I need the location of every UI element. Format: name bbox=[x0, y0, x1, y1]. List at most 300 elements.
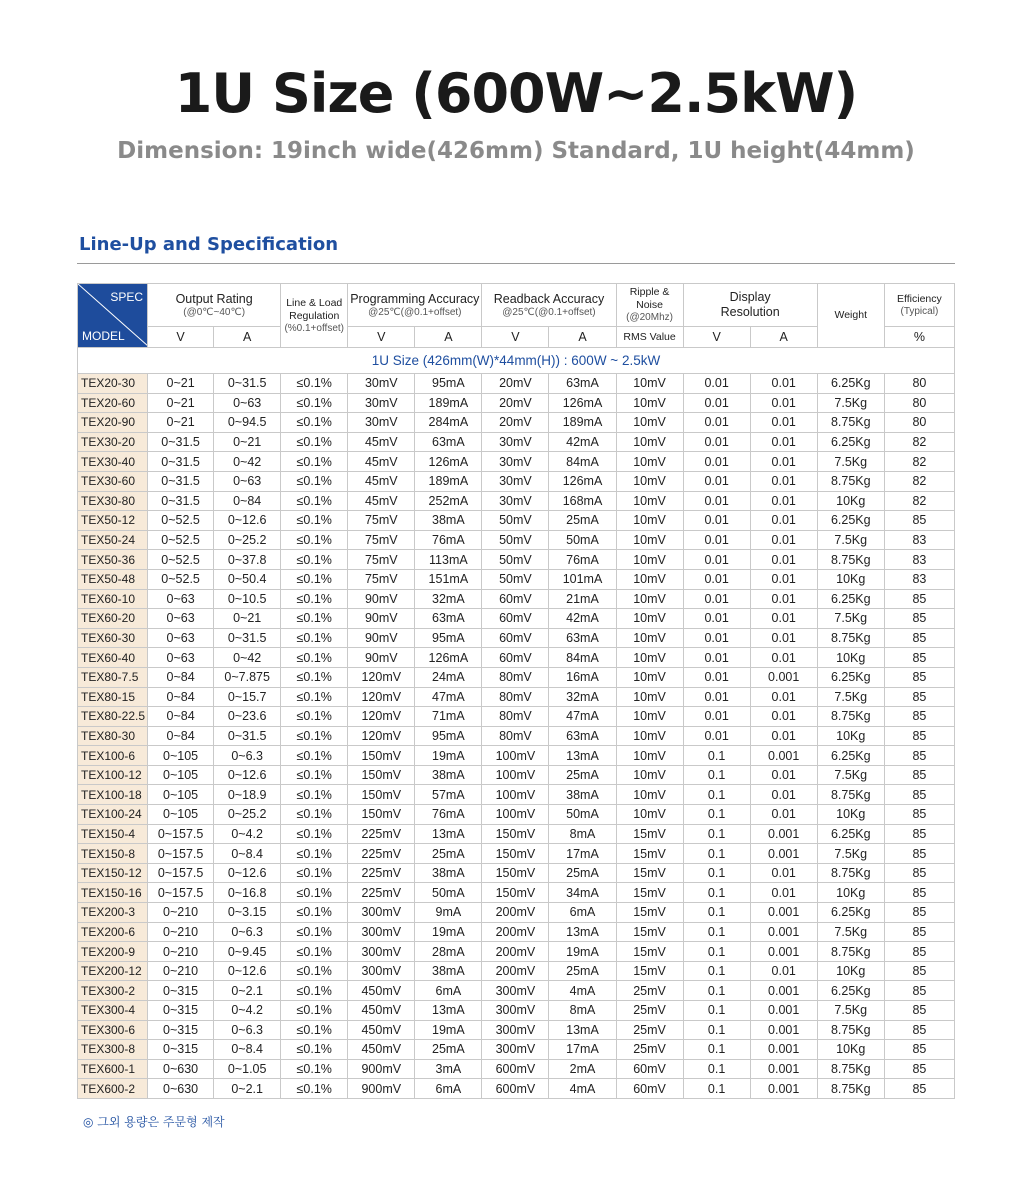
cell-efficiency: 85 bbox=[884, 942, 954, 962]
cell-prog-a: 38mA bbox=[415, 863, 482, 883]
cell-output-a: 0~15.7 bbox=[214, 687, 281, 707]
cell-efficiency: 83 bbox=[884, 569, 954, 589]
cell-read-a: 34mA bbox=[549, 883, 616, 903]
cell-prog-a: 38mA bbox=[415, 961, 482, 981]
cell-prog-a: 38mA bbox=[415, 765, 482, 785]
table-row bbox=[78, 511, 955, 531]
table-row bbox=[78, 1059, 955, 1079]
cell-regulation: ≤0.1% bbox=[281, 471, 348, 491]
cell-efficiency: 85 bbox=[884, 765, 954, 785]
cell-model: TEX150-12 bbox=[78, 863, 148, 883]
cell-read-v: 300mV bbox=[482, 1040, 549, 1060]
cell-display-v: 0.01 bbox=[683, 432, 750, 452]
cell-weight: 8.75Kg bbox=[817, 942, 884, 962]
cell-efficiency: 85 bbox=[884, 667, 954, 687]
cell-prog-v: 75mV bbox=[348, 530, 415, 550]
table-row bbox=[78, 374, 955, 394]
cell-regulation: ≤0.1% bbox=[281, 942, 348, 962]
cell-efficiency: 85 bbox=[884, 687, 954, 707]
cell-read-a: 25mA bbox=[549, 765, 616, 785]
cell-weight: 7.5Kg bbox=[817, 609, 884, 629]
cell-weight: 7.5Kg bbox=[817, 452, 884, 472]
cell-prog-v: 150mV bbox=[348, 805, 415, 825]
cell-efficiency: 85 bbox=[884, 746, 954, 766]
cell-ripple: 10mV bbox=[616, 393, 683, 413]
cell-ripple: 15mV bbox=[616, 863, 683, 883]
cell-display-a: 0.001 bbox=[750, 1020, 817, 1040]
cell-output-v: 0~315 bbox=[148, 1001, 214, 1021]
cell-regulation: ≤0.1% bbox=[281, 746, 348, 766]
cell-weight: 10Kg bbox=[817, 805, 884, 825]
cell-read-v: 30mV bbox=[482, 432, 549, 452]
cell-weight: 8.75Kg bbox=[817, 863, 884, 883]
unit-read-a: A bbox=[549, 327, 616, 348]
cell-display-v: 0.1 bbox=[683, 1079, 750, 1099]
cell-prog-v: 450mV bbox=[348, 1040, 415, 1060]
cell-prog-a: 25mA bbox=[415, 844, 482, 864]
cell-read-v: 60mV bbox=[482, 628, 549, 648]
cell-regulation: ≤0.1% bbox=[281, 393, 348, 413]
cell-prog-v: 90mV bbox=[348, 648, 415, 668]
cell-output-a: 0~31.5 bbox=[214, 726, 281, 746]
header-ripple-sub: (@20Mhz) bbox=[626, 312, 673, 323]
cell-weight: 10Kg bbox=[817, 883, 884, 903]
cell-model: TEX200-9 bbox=[78, 942, 148, 962]
cell-ripple: 15mV bbox=[616, 844, 683, 864]
cell-prog-a: 63mA bbox=[415, 609, 482, 629]
cell-output-v: 0~84 bbox=[148, 726, 214, 746]
cell-output-v: 0~315 bbox=[148, 981, 214, 1001]
cell-model: TEX100-12 bbox=[78, 765, 148, 785]
cell-output-v: 0~21 bbox=[148, 374, 214, 394]
table-row bbox=[78, 413, 955, 433]
cell-prog-v: 150mV bbox=[348, 765, 415, 785]
table-row bbox=[78, 785, 955, 805]
cell-display-a: 0.01 bbox=[750, 805, 817, 825]
cell-ripple: 10mV bbox=[616, 687, 683, 707]
cell-read-v: 100mV bbox=[482, 765, 549, 785]
cell-efficiency: 85 bbox=[884, 1001, 954, 1021]
cell-output-v: 0~52.5 bbox=[148, 530, 214, 550]
cell-ripple: 10mV bbox=[616, 785, 683, 805]
cell-model: TEX30-40 bbox=[78, 452, 148, 472]
cell-display-a: 0.001 bbox=[750, 824, 817, 844]
cell-ripple: 10mV bbox=[616, 491, 683, 511]
section-title: Line-Up and Specification bbox=[79, 234, 339, 255]
cell-output-a: 0~12.6 bbox=[214, 863, 281, 883]
cell-prog-v: 90mV bbox=[348, 609, 415, 629]
header-read-acc-label: Readback Accuracy bbox=[493, 291, 605, 306]
cell-output-v: 0~63 bbox=[148, 628, 214, 648]
cell-read-a: 38mA bbox=[549, 785, 616, 805]
cell-display-v: 0.01 bbox=[683, 550, 750, 570]
header-ripple-noise bbox=[616, 284, 683, 327]
cell-display-a: 0.01 bbox=[750, 530, 817, 550]
cell-output-a: 0~12.6 bbox=[214, 511, 281, 531]
cell-prog-v: 30mV bbox=[348, 374, 415, 394]
header-efficiency-sub: (Typical) bbox=[900, 305, 939, 317]
cell-read-a: 4mA bbox=[549, 1079, 616, 1099]
cell-weight: 8.75Kg bbox=[817, 1059, 884, 1079]
cell-prog-a: 95mA bbox=[415, 726, 482, 746]
cell-read-v: 200mV bbox=[482, 903, 549, 923]
cell-display-v: 0.01 bbox=[683, 687, 750, 707]
cell-output-v: 0~210 bbox=[148, 961, 214, 981]
cell-efficiency: 80 bbox=[884, 393, 954, 413]
cell-output-a: 0~42 bbox=[214, 452, 281, 472]
cell-prog-v: 30mV bbox=[348, 393, 415, 413]
cell-ripple: 25mV bbox=[616, 981, 683, 1001]
cell-output-v: 0~105 bbox=[148, 746, 214, 766]
cell-model: TEX50-24 bbox=[78, 530, 148, 550]
cell-output-a: 0~16.8 bbox=[214, 883, 281, 903]
cell-efficiency: 85 bbox=[884, 609, 954, 629]
cell-prog-v: 120mV bbox=[348, 726, 415, 746]
header-readback-accuracy bbox=[482, 284, 616, 327]
cell-output-v: 0~157.5 bbox=[148, 883, 214, 903]
table-row bbox=[78, 393, 955, 413]
cell-read-a: 8mA bbox=[549, 824, 616, 844]
cell-model: TEX60-20 bbox=[78, 609, 148, 629]
cell-output-a: 0~3.15 bbox=[214, 903, 281, 923]
cell-weight: 10Kg bbox=[817, 961, 884, 981]
cell-prog-a: 189mA bbox=[415, 393, 482, 413]
cell-efficiency: 85 bbox=[884, 628, 954, 648]
cell-regulation: ≤0.1% bbox=[281, 452, 348, 472]
cell-display-v: 0.01 bbox=[683, 413, 750, 433]
cell-output-a: 0~2.1 bbox=[214, 1079, 281, 1099]
cell-regulation: ≤0.1% bbox=[281, 785, 348, 805]
cell-display-v: 0.01 bbox=[683, 648, 750, 668]
cell-read-a: 168mA bbox=[549, 491, 616, 511]
cell-display-a: 0.01 bbox=[750, 452, 817, 472]
cell-weight: 10Kg bbox=[817, 1040, 884, 1060]
cell-ripple: 10mV bbox=[616, 452, 683, 472]
cell-display-a: 0.001 bbox=[750, 1001, 817, 1021]
cell-read-a: 42mA bbox=[549, 432, 616, 452]
cell-output-v: 0~157.5 bbox=[148, 844, 214, 864]
cell-prog-a: 71mA bbox=[415, 707, 482, 727]
cell-prog-v: 75mV bbox=[348, 550, 415, 570]
cell-read-v: 300mV bbox=[482, 981, 549, 1001]
spec-table bbox=[77, 283, 955, 1099]
cell-display-v: 0.1 bbox=[683, 1040, 750, 1060]
cell-display-a: 0.01 bbox=[750, 648, 817, 668]
cell-weight: 7.5Kg bbox=[817, 393, 884, 413]
cell-ripple: 60mV bbox=[616, 1079, 683, 1099]
cell-model: TEX300-8 bbox=[78, 1040, 148, 1060]
cell-output-a: 0~6.3 bbox=[214, 922, 281, 942]
table-row bbox=[78, 648, 955, 668]
cell-display-a: 0.01 bbox=[750, 609, 817, 629]
cell-display-a: 0.001 bbox=[750, 844, 817, 864]
cell-prog-v: 90mV bbox=[348, 628, 415, 648]
cell-prog-v: 45mV bbox=[348, 432, 415, 452]
cell-ripple: 15mV bbox=[616, 903, 683, 923]
cell-regulation: ≤0.1% bbox=[281, 374, 348, 394]
cell-read-v: 30mV bbox=[482, 471, 549, 491]
header-line-load bbox=[281, 284, 348, 348]
cell-prog-v: 225mV bbox=[348, 883, 415, 903]
cell-prog-a: 24mA bbox=[415, 667, 482, 687]
cell-prog-a: 3mA bbox=[415, 1059, 482, 1079]
cell-prog-v: 450mV bbox=[348, 981, 415, 1001]
cell-output-v: 0~630 bbox=[148, 1059, 214, 1079]
cell-weight: 6.25Kg bbox=[817, 589, 884, 609]
cell-output-a: 0~6.3 bbox=[214, 1020, 281, 1040]
cell-read-a: 126mA bbox=[549, 393, 616, 413]
cell-output-v: 0~630 bbox=[148, 1079, 214, 1099]
cell-output-a: 0~21 bbox=[214, 432, 281, 452]
cell-efficiency: 85 bbox=[884, 805, 954, 825]
table-row bbox=[78, 432, 955, 452]
cell-display-v: 0.1 bbox=[683, 805, 750, 825]
cell-output-a: 0~4.2 bbox=[214, 824, 281, 844]
cell-display-v: 0.01 bbox=[683, 471, 750, 491]
cell-display-v: 0.1 bbox=[683, 765, 750, 785]
cell-output-a: 0~8.4 bbox=[214, 844, 281, 864]
cell-ripple: 60mV bbox=[616, 1059, 683, 1079]
cell-prog-a: 25mA bbox=[415, 1040, 482, 1060]
cell-output-v: 0~105 bbox=[148, 765, 214, 785]
cell-display-a: 0.001 bbox=[750, 942, 817, 962]
cell-read-a: 16mA bbox=[549, 667, 616, 687]
cell-efficiency: 85 bbox=[884, 922, 954, 942]
table-row bbox=[78, 589, 955, 609]
cell-regulation: ≤0.1% bbox=[281, 1020, 348, 1040]
cell-model: TEX60-30 bbox=[78, 628, 148, 648]
cell-weight: 8.75Kg bbox=[817, 413, 884, 433]
cell-efficiency: 85 bbox=[884, 707, 954, 727]
cell-display-a: 0.01 bbox=[750, 374, 817, 394]
cell-output-v: 0~157.5 bbox=[148, 824, 214, 844]
cell-read-a: 19mA bbox=[549, 942, 616, 962]
unit-output-v: V bbox=[148, 327, 214, 348]
cell-efficiency: 80 bbox=[884, 413, 954, 433]
cell-display-a: 0.01 bbox=[750, 883, 817, 903]
cell-read-a: 32mA bbox=[549, 687, 616, 707]
table-row bbox=[78, 746, 955, 766]
cell-read-v: 80mV bbox=[482, 726, 549, 746]
cell-model: TEX80-15 bbox=[78, 687, 148, 707]
cell-display-v: 0.1 bbox=[683, 1020, 750, 1040]
header-output-rating-sub: (@0℃~40℃) bbox=[183, 306, 246, 318]
cell-prog-v: 120mV bbox=[348, 707, 415, 727]
cell-model: TEX80-22.5 bbox=[78, 707, 148, 727]
cell-display-v: 0.1 bbox=[683, 981, 750, 1001]
cell-prog-v: 120mV bbox=[348, 667, 415, 687]
table-row bbox=[78, 1020, 955, 1040]
cell-prog-a: 126mA bbox=[415, 648, 482, 668]
cell-weight: 10Kg bbox=[817, 726, 884, 746]
cell-model: TEX20-90 bbox=[78, 413, 148, 433]
cell-ripple: 15mV bbox=[616, 942, 683, 962]
cell-read-v: 60mV bbox=[482, 589, 549, 609]
cell-regulation: ≤0.1% bbox=[281, 1079, 348, 1099]
table-row bbox=[78, 491, 955, 511]
unit-efficiency-pct: % bbox=[884, 327, 954, 348]
cell-prog-v: 300mV bbox=[348, 942, 415, 962]
cell-ripple: 10mV bbox=[616, 707, 683, 727]
cell-weight: 7.5Kg bbox=[817, 530, 884, 550]
cell-read-a: 47mA bbox=[549, 707, 616, 727]
cell-ripple: 15mV bbox=[616, 961, 683, 981]
cell-prog-a: 76mA bbox=[415, 805, 482, 825]
cell-display-a: 0.001 bbox=[750, 1040, 817, 1060]
cell-ripple: 10mV bbox=[616, 667, 683, 687]
cell-prog-v: 300mV bbox=[348, 961, 415, 981]
cell-display-v: 0.1 bbox=[683, 746, 750, 766]
cell-efficiency: 85 bbox=[884, 511, 954, 531]
cell-ripple: 25mV bbox=[616, 1001, 683, 1021]
cell-weight: 6.25Kg bbox=[817, 667, 884, 687]
cell-display-v: 0.01 bbox=[683, 569, 750, 589]
cell-read-a: 13mA bbox=[549, 746, 616, 766]
cell-prog-a: 32mA bbox=[415, 589, 482, 609]
cell-weight: 6.25Kg bbox=[817, 374, 884, 394]
cell-read-v: 30mV bbox=[482, 491, 549, 511]
cell-model: TEX150-16 bbox=[78, 883, 148, 903]
cell-prog-v: 300mV bbox=[348, 922, 415, 942]
cell-regulation: ≤0.1% bbox=[281, 648, 348, 668]
cell-prog-a: 19mA bbox=[415, 922, 482, 942]
cell-ripple: 10mV bbox=[616, 569, 683, 589]
cell-prog-a: 57mA bbox=[415, 785, 482, 805]
cell-regulation: ≤0.1% bbox=[281, 589, 348, 609]
cell-efficiency: 85 bbox=[884, 1040, 954, 1060]
cell-ripple: 10mV bbox=[616, 805, 683, 825]
cell-read-v: 20mV bbox=[482, 374, 549, 394]
cell-efficiency: 82 bbox=[884, 491, 954, 511]
cell-model: TEX20-60 bbox=[78, 393, 148, 413]
cell-display-v: 0.01 bbox=[683, 452, 750, 472]
cell-regulation: ≤0.1% bbox=[281, 491, 348, 511]
cell-output-v: 0~84 bbox=[148, 707, 214, 727]
cell-efficiency: 85 bbox=[884, 981, 954, 1001]
cell-output-v: 0~157.5 bbox=[148, 863, 214, 883]
section-divider bbox=[77, 263, 955, 264]
cell-regulation: ≤0.1% bbox=[281, 550, 348, 570]
cell-prog-v: 900mV bbox=[348, 1079, 415, 1099]
cell-efficiency: 82 bbox=[884, 452, 954, 472]
cell-read-a: 21mA bbox=[549, 589, 616, 609]
table-row bbox=[78, 883, 955, 903]
cell-prog-v: 450mV bbox=[348, 1001, 415, 1021]
cell-efficiency: 82 bbox=[884, 471, 954, 491]
cell-read-a: 25mA bbox=[549, 863, 616, 883]
cell-display-v: 0.1 bbox=[683, 863, 750, 883]
cell-read-a: 84mA bbox=[549, 452, 616, 472]
cell-display-v: 0.01 bbox=[683, 628, 750, 648]
cell-output-a: 0~7.875 bbox=[214, 667, 281, 687]
cell-display-a: 0.01 bbox=[750, 765, 817, 785]
cell-model: TEX30-20 bbox=[78, 432, 148, 452]
cell-prog-v: 900mV bbox=[348, 1059, 415, 1079]
table-row bbox=[78, 628, 955, 648]
cell-output-a: 0~4.2 bbox=[214, 1001, 281, 1021]
cell-prog-v: 30mV bbox=[348, 413, 415, 433]
cell-output-v: 0~31.5 bbox=[148, 452, 214, 472]
cell-prog-a: 189mA bbox=[415, 471, 482, 491]
cell-display-a: 0.01 bbox=[750, 628, 817, 648]
header-display-label: Display Resolution bbox=[720, 290, 780, 319]
cell-prog-a: 95mA bbox=[415, 628, 482, 648]
unit-prog-a: A bbox=[415, 327, 482, 348]
cell-regulation: ≤0.1% bbox=[281, 628, 348, 648]
cell-read-v: 80mV bbox=[482, 687, 549, 707]
cell-read-a: 42mA bbox=[549, 609, 616, 629]
cell-ripple: 10mV bbox=[616, 589, 683, 609]
cell-efficiency: 82 bbox=[884, 432, 954, 452]
cell-regulation: ≤0.1% bbox=[281, 863, 348, 883]
cell-weight: 10Kg bbox=[817, 491, 884, 511]
cell-prog-v: 150mV bbox=[348, 746, 415, 766]
cell-read-v: 20mV bbox=[482, 393, 549, 413]
cell-model: TEX50-36 bbox=[78, 550, 148, 570]
cell-output-v: 0~105 bbox=[148, 785, 214, 805]
table-row bbox=[78, 903, 955, 923]
cell-regulation: ≤0.1% bbox=[281, 961, 348, 981]
cell-read-a: 126mA bbox=[549, 471, 616, 491]
header-prog-acc-label: Programming Accuracy bbox=[350, 291, 480, 306]
cell-read-a: 101mA bbox=[549, 569, 616, 589]
cell-model: TEX20-30 bbox=[78, 374, 148, 394]
corner-model-label: MODEL bbox=[82, 329, 125, 343]
cell-read-v: 50mV bbox=[482, 511, 549, 531]
cell-model: TEX600-2 bbox=[78, 1079, 148, 1099]
cell-prog-a: 6mA bbox=[415, 981, 482, 1001]
cell-weight: 6.25Kg bbox=[817, 903, 884, 923]
cell-read-a: 63mA bbox=[549, 726, 616, 746]
table-row bbox=[78, 844, 955, 864]
table-row bbox=[78, 863, 955, 883]
cell-output-v: 0~315 bbox=[148, 1040, 214, 1060]
cell-display-v: 0.01 bbox=[683, 374, 750, 394]
table-row bbox=[78, 981, 955, 1001]
cell-ripple: 25mV bbox=[616, 1040, 683, 1060]
cell-output-a: 0~25.2 bbox=[214, 805, 281, 825]
cell-display-a: 0.01 bbox=[750, 589, 817, 609]
cell-read-v: 300mV bbox=[482, 1001, 549, 1021]
cell-output-v: 0~63 bbox=[148, 609, 214, 629]
cell-weight: 8.75Kg bbox=[817, 1020, 884, 1040]
cell-prog-v: 90mV bbox=[348, 589, 415, 609]
cell-regulation: ≤0.1% bbox=[281, 883, 348, 903]
cell-weight: 7.5Kg bbox=[817, 687, 884, 707]
cell-display-a: 0.001 bbox=[750, 667, 817, 687]
cell-read-v: 100mV bbox=[482, 805, 549, 825]
cell-output-a: 0~10.5 bbox=[214, 589, 281, 609]
cell-regulation: ≤0.1% bbox=[281, 687, 348, 707]
cell-regulation: ≤0.1% bbox=[281, 530, 348, 550]
cell-output-a: 0~12.6 bbox=[214, 765, 281, 785]
cell-model: TEX300-6 bbox=[78, 1020, 148, 1040]
cell-read-v: 30mV bbox=[482, 452, 549, 472]
table-row bbox=[78, 805, 955, 825]
cell-efficiency: 85 bbox=[884, 1079, 954, 1099]
cell-weight: 6.25Kg bbox=[817, 432, 884, 452]
cell-regulation: ≤0.1% bbox=[281, 609, 348, 629]
cell-prog-v: 75mV bbox=[348, 511, 415, 531]
cell-display-a: 0.01 bbox=[750, 726, 817, 746]
cell-output-v: 0~210 bbox=[148, 942, 214, 962]
table-row bbox=[78, 1040, 955, 1060]
cell-efficiency: 85 bbox=[884, 648, 954, 668]
page-title: 1U Size (600W~2.5kW) bbox=[174, 62, 858, 125]
cell-display-v: 0.01 bbox=[683, 726, 750, 746]
cell-regulation: ≤0.1% bbox=[281, 569, 348, 589]
cell-weight: 7.5Kg bbox=[817, 765, 884, 785]
